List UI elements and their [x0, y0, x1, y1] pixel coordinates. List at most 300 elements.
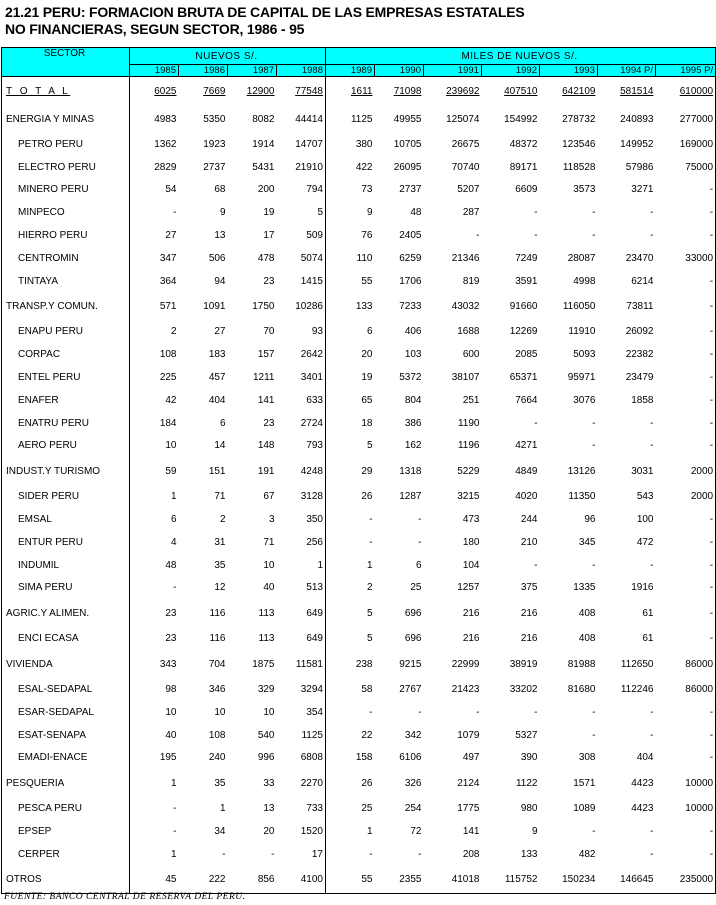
value-cell: - [476, 706, 480, 718]
value-cell: 543 [636, 491, 654, 503]
value-cell: 4423 [631, 777, 654, 789]
value-cell: 1211 [252, 372, 275, 384]
value-cell: 12269 [509, 326, 538, 338]
value-cell: 2355 [375, 866, 424, 894]
value-cell: 81988 [567, 658, 596, 670]
value-cell: 2737 [203, 161, 226, 173]
value-cell: 42 [165, 394, 177, 406]
value-cell: 6 [366, 326, 373, 338]
value-cell: - [222, 848, 226, 860]
row-label: AERO PERU [2, 435, 130, 458]
value-cell: 17 [263, 230, 275, 242]
value-cell: 94 [214, 275, 226, 287]
table-row [2, 105, 716, 133]
value-cell: - [369, 848, 373, 860]
value-cell: 70740 [451, 161, 480, 173]
value-cell: 216 [462, 607, 480, 619]
value-cell: 3 [268, 514, 275, 526]
table-row [2, 797, 716, 820]
value-cell: - [656, 366, 716, 389]
value-cell: 100 [636, 514, 654, 526]
value-cell: 4998 [573, 275, 596, 287]
table-row [2, 577, 716, 600]
value-cell: 112650 [620, 658, 654, 670]
table-row [2, 247, 716, 270]
value-cell: 610000 [656, 77, 716, 106]
value-cell: 17 [277, 843, 326, 866]
value-cell: 3271 [631, 184, 654, 196]
row-label: AGRIC.Y ALIMEN. [2, 599, 130, 627]
value-cell: 2 [366, 582, 373, 594]
value-cell: - [656, 321, 716, 344]
value-cell: 513 [277, 577, 326, 600]
year-header: 1993 [540, 65, 598, 77]
value-cell: 380 [355, 138, 373, 150]
value-cell: 642109 [562, 85, 596, 97]
value-cell: 347 [159, 252, 177, 264]
value-cell: 33202 [509, 684, 538, 696]
value-cell: - [271, 848, 275, 860]
value-cell: 793 [277, 435, 326, 458]
value-cell: 3215 [457, 491, 480, 503]
value-cell: 19 [361, 372, 373, 384]
value-cell: - [656, 293, 716, 321]
table-row [2, 678, 716, 701]
value-cell: 649 [277, 599, 326, 627]
value-cell: 10705 [393, 138, 422, 150]
value-cell: 184 [159, 417, 177, 429]
value-cell: 390 [520, 752, 538, 764]
value-cell: 2 [219, 514, 226, 526]
value-cell: 58 [361, 684, 373, 696]
value-cell: - [656, 724, 716, 747]
row-label: T O T A L [2, 77, 130, 106]
value-cell: 1611 [350, 85, 373, 97]
value-cell: 308 [578, 752, 596, 764]
value-cell: - [534, 230, 538, 242]
table-row [2, 485, 716, 508]
value-cell: 113 [258, 607, 275, 619]
value-cell: 27 [165, 230, 177, 242]
value-cell: 10286 [277, 293, 326, 321]
value-cell: 5093 [573, 349, 596, 361]
value-cell: 1362 [154, 138, 177, 150]
table-row [2, 389, 716, 412]
value-cell: 149952 [620, 138, 654, 150]
value-cell: 1 [170, 777, 177, 789]
value-cell: 12900 [246, 85, 275, 97]
value-cell: 26 [361, 777, 373, 789]
value-cell: 696 [404, 633, 422, 645]
value-cell: 375 [520, 582, 538, 594]
value-cell: 1750 [252, 301, 275, 313]
value-cell: 65371 [509, 372, 538, 384]
table-row [2, 321, 716, 344]
value-cell: - [592, 207, 596, 219]
value-cell: 23479 [625, 372, 654, 384]
value-cell: 256 [277, 531, 326, 554]
value-cell: - [369, 706, 373, 718]
value-cell: 13 [214, 230, 226, 242]
value-cell: - [656, 389, 716, 412]
value-cell: 183 [208, 349, 226, 361]
value-cell: 329 [257, 684, 275, 696]
value-cell: 1 [366, 559, 373, 571]
value-cell: 364 [159, 275, 177, 287]
value-cell: 10 [263, 559, 275, 571]
value-cell: 342 [404, 729, 422, 741]
value-cell: 1520 [277, 820, 326, 843]
row-label: MINPECO [2, 201, 130, 224]
value-cell: 34 [214, 826, 226, 838]
value-cell: 235000 [656, 866, 716, 894]
value-cell: 116 [209, 633, 226, 645]
value-cell: 25 [361, 803, 373, 815]
value-cell: 6214 [631, 275, 654, 287]
value-cell: 287 [462, 207, 480, 219]
value-cell: 19 [263, 207, 275, 219]
value-cell: - [534, 417, 538, 429]
table-row [2, 724, 716, 747]
row-label: ELECTRO PERU [2, 156, 130, 179]
value-cell: 2000 [656, 485, 716, 508]
header-row-groups [2, 48, 716, 65]
row-label: ENATRU PERU [2, 412, 130, 435]
value-cell: - [656, 270, 716, 293]
value-cell: 1 [366, 826, 373, 838]
value-cell: 22 [361, 729, 373, 741]
year-header: 1985 [130, 65, 179, 77]
value-cell: 158 [355, 752, 373, 764]
value-cell: 1 [170, 491, 177, 503]
value-cell: - [534, 706, 538, 718]
value-cell: 12 [214, 582, 226, 594]
value-cell: 5350 [203, 113, 226, 125]
value-cell: 457 [208, 372, 226, 384]
value-cell: 472 [636, 536, 654, 548]
value-cell: 6808 [277, 747, 326, 770]
value-cell: 1257 [457, 582, 480, 594]
value-cell: 222 [179, 866, 228, 894]
value-cell: - [656, 701, 716, 724]
value-cell: 5 [366, 607, 373, 619]
value-cell: - [656, 843, 716, 866]
value-cell: 123546 [562, 138, 596, 150]
value-cell: 278732 [562, 113, 596, 125]
table-row [2, 224, 716, 247]
value-cell: 5372 [399, 372, 422, 384]
value-cell: 29 [361, 465, 373, 477]
capital-formation-table [1, 47, 716, 894]
miles-nuevos-soles-header: MILES DE NUEVOS S/. [326, 48, 716, 65]
value-cell: 23 [263, 275, 275, 287]
value-cell: 856 [228, 866, 277, 894]
value-cell: 4 [170, 536, 177, 548]
value-cell: 1125 [350, 113, 373, 125]
row-label: ENCI ECASA [2, 627, 130, 650]
value-cell: - [650, 559, 654, 571]
value-cell: 61 [642, 607, 654, 619]
value-cell: 350 [277, 508, 326, 531]
value-cell: 35 [214, 777, 226, 789]
value-cell: 6 [219, 417, 226, 429]
value-cell: 20 [361, 349, 373, 361]
value-cell: 1335 [573, 582, 596, 594]
value-cell: 2642 [277, 343, 326, 366]
value-cell: - [656, 577, 716, 600]
value-cell: 81680 [567, 684, 596, 696]
table-row [2, 179, 716, 202]
value-cell: 2085 [515, 349, 538, 361]
row-label: VIVIENDA [2, 650, 130, 678]
value-cell: - [656, 627, 716, 650]
value-cell: 86000 [656, 650, 716, 678]
row-label: EPSEP [2, 820, 130, 843]
value-cell: - [650, 729, 654, 741]
value-cell: 326 [404, 777, 422, 789]
value-cell: - [650, 706, 654, 718]
value-cell: 11910 [568, 326, 596, 338]
year-header: 1995 P/ [656, 65, 716, 77]
value-cell: 10 [165, 706, 177, 718]
value-cell: 4271 [515, 440, 538, 452]
value-cell: - [650, 230, 654, 242]
table-row [2, 156, 716, 179]
table-row [2, 77, 716, 106]
row-label: INDUMIL [2, 554, 130, 577]
table-title-line-2: NO FINANCIERAS, SEGUN SECTOR, 1986 - 95 [5, 21, 305, 37]
value-cell: 169000 [656, 133, 716, 156]
value-cell: 2737 [399, 184, 422, 196]
value-cell: 704 [208, 658, 226, 670]
value-cell: 1775 [457, 803, 480, 815]
value-cell: 346 [208, 684, 226, 696]
value-cell: 141 [462, 826, 480, 838]
value-cell: 343 [159, 658, 177, 670]
value-cell: 116050 [562, 301, 596, 313]
value-cell: 251 [462, 394, 480, 406]
value-cell: 240893 [620, 113, 654, 125]
value-cell: 1318 [399, 465, 422, 477]
value-cell: 1190 [457, 417, 480, 429]
value-cell: 2829 [154, 161, 177, 173]
value-cell: 98 [165, 684, 177, 696]
value-cell: 108 [208, 729, 226, 741]
value-cell: 40 [165, 729, 177, 741]
value-cell: 40 [263, 582, 275, 594]
value-cell: 996 [257, 752, 275, 764]
value-cell: 1875 [252, 658, 275, 670]
value-cell: 216 [520, 607, 538, 619]
value-cell: 70 [263, 326, 275, 338]
value-cell: 6259 [399, 252, 422, 264]
value-cell: 571 [159, 301, 177, 313]
value-cell: 73811 [626, 301, 654, 313]
table-row [2, 133, 716, 156]
value-cell: 133 [520, 848, 538, 860]
value-cell: 11581 [277, 650, 326, 678]
value-cell: 148 [257, 440, 275, 452]
value-cell: 254 [404, 803, 422, 815]
value-cell: - [173, 582, 177, 594]
value-cell: 1571 [573, 777, 596, 789]
value-cell: - [656, 412, 716, 435]
value-cell: 13 [263, 803, 275, 815]
value-cell: 406 [404, 326, 422, 338]
value-cell: 408 [578, 633, 596, 645]
row-label: INDUST.Y TURISMO [2, 457, 130, 485]
value-cell: 71 [214, 491, 226, 503]
table-row [2, 820, 716, 843]
value-cell: - [534, 207, 538, 219]
value-cell: - [656, 435, 716, 458]
value-cell: 4849 [515, 465, 538, 477]
year-header: 1990 [375, 65, 424, 77]
value-cell: 1914 [252, 138, 275, 150]
value-cell: 216 [520, 633, 538, 645]
row-label: ENERGIA Y MINAS [2, 105, 130, 133]
value-cell: 2270 [277, 769, 326, 797]
value-cell: 581514 [620, 85, 654, 97]
value-cell: 4423 [631, 803, 654, 815]
value-cell: - [656, 343, 716, 366]
value-cell: 5431 [252, 161, 275, 173]
value-cell: 1287 [399, 491, 422, 503]
value-cell: 1122 [515, 777, 538, 789]
value-cell: 21423 [451, 684, 480, 696]
value-cell: 22999 [451, 658, 480, 670]
value-cell: - [656, 747, 716, 770]
value-cell: 2767 [399, 684, 422, 696]
value-cell: 408 [578, 607, 596, 619]
value-cell: 45 [130, 866, 179, 894]
value-cell: - [592, 230, 596, 242]
value-cell: 23 [263, 417, 275, 429]
table-row [2, 843, 716, 866]
value-cell: 4100 [277, 866, 326, 894]
table-row [2, 508, 716, 531]
value-cell: 22382 [625, 349, 654, 361]
row-label: CORPAC [2, 343, 130, 366]
value-cell: 10 [165, 440, 177, 452]
value-cell: - [369, 536, 373, 548]
value-cell: 75000 [656, 156, 716, 179]
row-label: ESAR-SEDAPAL [2, 701, 130, 724]
value-cell: 48372 [509, 138, 538, 150]
value-cell: 10000 [656, 769, 716, 797]
table-row [2, 366, 716, 389]
table-row [2, 627, 716, 650]
value-cell: 2724 [277, 412, 326, 435]
value-cell: 104 [462, 559, 480, 571]
value-cell: 277000 [656, 105, 716, 133]
value-cell: 28087 [567, 252, 596, 264]
table-row [2, 554, 716, 577]
value-cell: 96 [584, 514, 596, 526]
value-cell: 26 [361, 491, 373, 503]
value-cell: 794 [277, 179, 326, 202]
value-cell: 5 [366, 633, 373, 645]
value-cell: 41018 [424, 866, 482, 894]
nuevos-soles-header: NUEVOS S/. [130, 48, 326, 65]
value-cell: 1706 [399, 275, 422, 287]
value-cell: 61 [642, 633, 654, 645]
table-row [2, 201, 716, 224]
table-row [2, 435, 716, 458]
value-cell: - [650, 417, 654, 429]
value-cell: 819 [462, 275, 480, 287]
value-cell: 65 [361, 394, 373, 406]
value-cell: 9 [531, 826, 538, 838]
value-cell: 386 [404, 417, 422, 429]
value-cell: - [418, 706, 422, 718]
value-cell: 216 [462, 633, 480, 645]
value-cell: 77548 [277, 77, 326, 106]
value-cell: 13126 [567, 465, 596, 477]
value-cell: 1 [219, 803, 226, 815]
table-row [2, 457, 716, 485]
row-label: HIERRO PERU [2, 224, 130, 247]
value-cell: 5229 [457, 465, 480, 477]
value-cell: 68 [214, 184, 226, 196]
value-cell: 21346 [451, 252, 480, 264]
value-cell: 10 [263, 706, 275, 718]
value-cell: 44414 [277, 105, 326, 133]
table-row [2, 747, 716, 770]
value-cell: 195 [159, 752, 177, 764]
value-cell: 478 [257, 252, 275, 264]
row-label: PETRO PERU [2, 133, 130, 156]
source-note: FUENTE: BANCO CENTRAL DE RESERVA DEL PERU. [4, 892, 246, 902]
value-cell: 6 [170, 514, 177, 526]
value-cell: 506 [208, 252, 226, 264]
value-cell: 804 [404, 394, 422, 406]
year-header: 1986 [179, 65, 228, 77]
value-cell: - [418, 536, 422, 548]
value-cell: - [592, 417, 596, 429]
value-cell: - [650, 848, 654, 860]
value-cell: 1415 [277, 270, 326, 293]
value-cell: 497 [462, 752, 480, 764]
value-cell: 9215 [399, 658, 422, 670]
value-cell: 14 [214, 440, 226, 452]
value-cell: 7233 [399, 301, 422, 313]
value-cell: 151 [208, 465, 226, 477]
row-label: OTROS [2, 866, 130, 894]
value-cell: 93 [277, 321, 326, 344]
value-cell: 5 [366, 440, 373, 452]
value-cell: 2 [170, 326, 177, 338]
row-label: TINTAYA [2, 270, 130, 293]
row-label: PESQUERIA [2, 769, 130, 797]
value-cell: 73 [361, 184, 373, 196]
value-cell: 208 [462, 848, 480, 860]
value-cell: 125074 [446, 113, 480, 125]
value-cell: 10 [214, 706, 226, 718]
value-cell: 116 [209, 607, 226, 619]
table-row [2, 769, 716, 797]
value-cell: 980 [520, 803, 538, 815]
row-label: MINERO PERU [2, 179, 130, 202]
value-cell: 404 [208, 394, 226, 406]
value-cell: 1 [277, 554, 326, 577]
value-cell: 1916 [631, 582, 654, 594]
value-cell: 112246 [620, 684, 654, 696]
value-cell: 20 [263, 826, 275, 838]
value-cell: 600 [462, 349, 480, 361]
value-cell: 43032 [451, 301, 480, 313]
value-cell: 55 [326, 866, 375, 894]
